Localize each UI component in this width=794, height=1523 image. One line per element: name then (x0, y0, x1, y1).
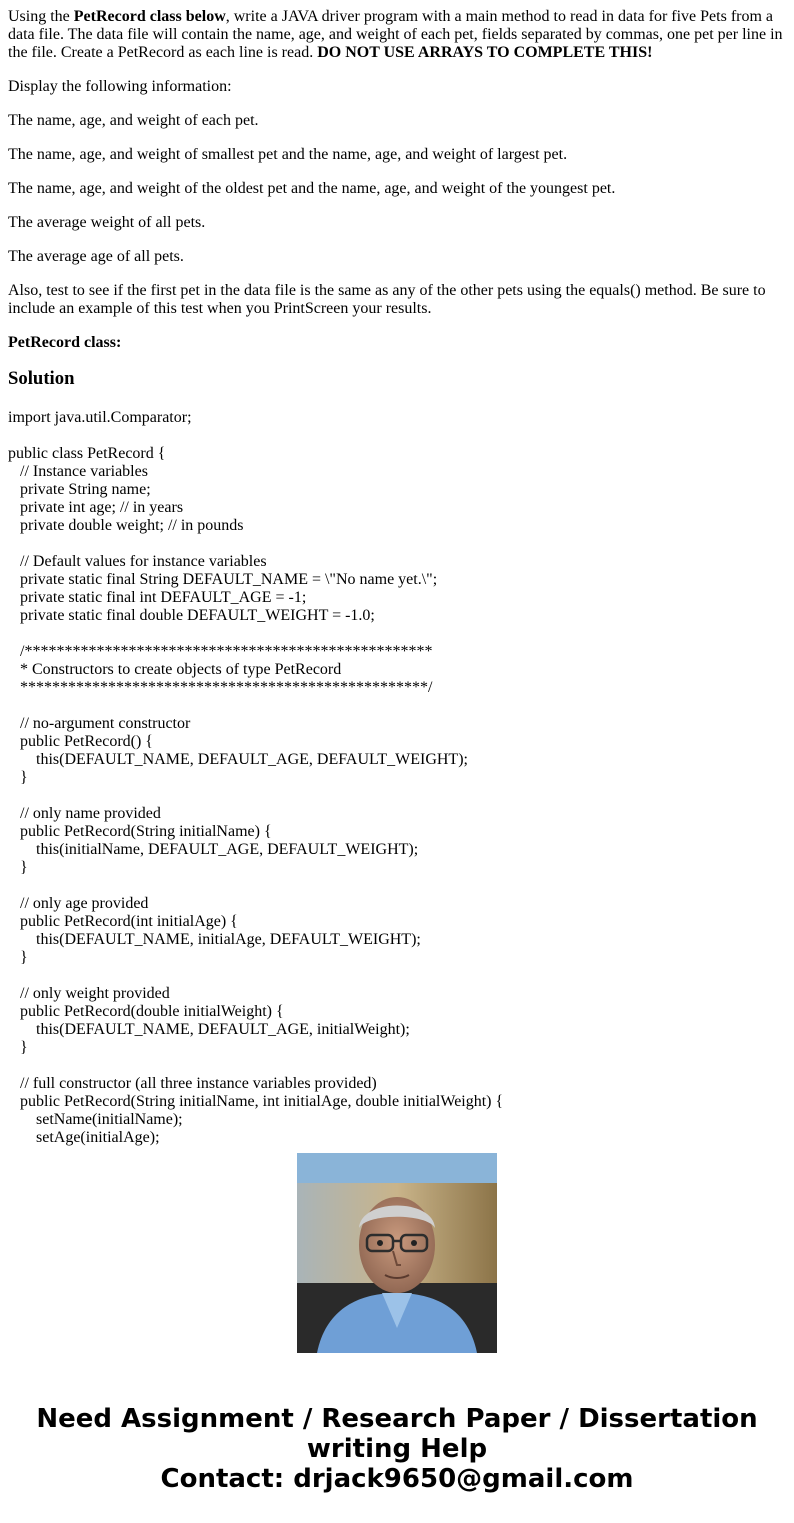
author-portrait-image (297, 1153, 497, 1353)
intro-bold-class-ref: PetRecord class below (73, 8, 226, 25)
promo-contact: Contact: drjack9650@gmail.com (160, 1464, 634, 1494)
equals-test-paragraph: Also, test to see if the first pet in the data file is the same as any of the other pets using the equals() method. Be sure to include an example of this test when you PrintScreen your results. (8, 282, 766, 317)
author-avatar (297, 1153, 497, 1353)
promo-banner (0, 1404, 794, 1494)
display-info-heading: Display the following information: (8, 78, 232, 95)
requirement-item: The name, age, and weight of the oldest pet and the name, age, and weight of the youngest pet. (8, 180, 616, 197)
solution-heading: Solution (8, 368, 75, 389)
requirement-item: The average weight of all pets. (8, 214, 206, 231)
intro-text-start: Using the (8, 8, 74, 25)
class-label (8, 334, 788, 352)
solution-code: import java.util.Comparator; public class PetRecord { // Instance variables private String name; private int age; // in years private double weight; // in pounds // Default values for instance variables private static final String DEFAULT_NAME = \"No name yet.\"; private static final int DEFAULT_AGE = -1; private static final double DEFAULT_WEIGHT = -1.0; /*************************************************** * Constructors to create objects of type PetRecord ***************************************************/ // no-argument constructor public PetRecord() { this(DEFAULT_NAME, DEFAULT_AGE, DEFAULT_WEIGHT); } // only name provided public PetRecord(String initialName) { this(initialName, DEFAULT_AGE, DEFAULT_WEIGHT); } // only age provided public PetRecord(int initialAge) { this(DEFAULT_NAME, initialAge, DEFAULT_WEIGHT); } // only weight provided public PetRecord(double initialWeight) { this(DEFAULT_NAME, DEFAULT_AGE, initialWeight); } // full constructor (all three instance variables provided) public PetRecord(String initialName, int initialAge, double initialWeight) { setName(initialName); setAge(initialAge); (8, 409, 504, 1146)
intro-text-body: , write a JAVA driver program with a main method to read in data for five Pets from a data file. The data file will contain the name, age, and weight of each pet, fields separated by commas, one pet per line in the file. Create a PetRecord as each line is read. (8, 8, 783, 61)
requirement-item: The average age of all pets. (8, 248, 184, 265)
requirement-item: The name, age, and weight of smallest pet and the name, age, and weight of largest pet. (8, 146, 568, 163)
question-intro (8, 8, 788, 62)
intro-bold-warning: DO NOT USE ARRAYS TO COMPLETE THIS! (317, 44, 653, 61)
promo-line: writing Help (306, 1434, 488, 1464)
class-label-text: PetRecord class: (8, 334, 122, 351)
document-content (8, 0, 788, 1146)
promo-line: Need Assignment / Research Paper / Dissertation (36, 1404, 758, 1434)
requirement-item: The name, age, and weight of each pet. (8, 112, 259, 129)
